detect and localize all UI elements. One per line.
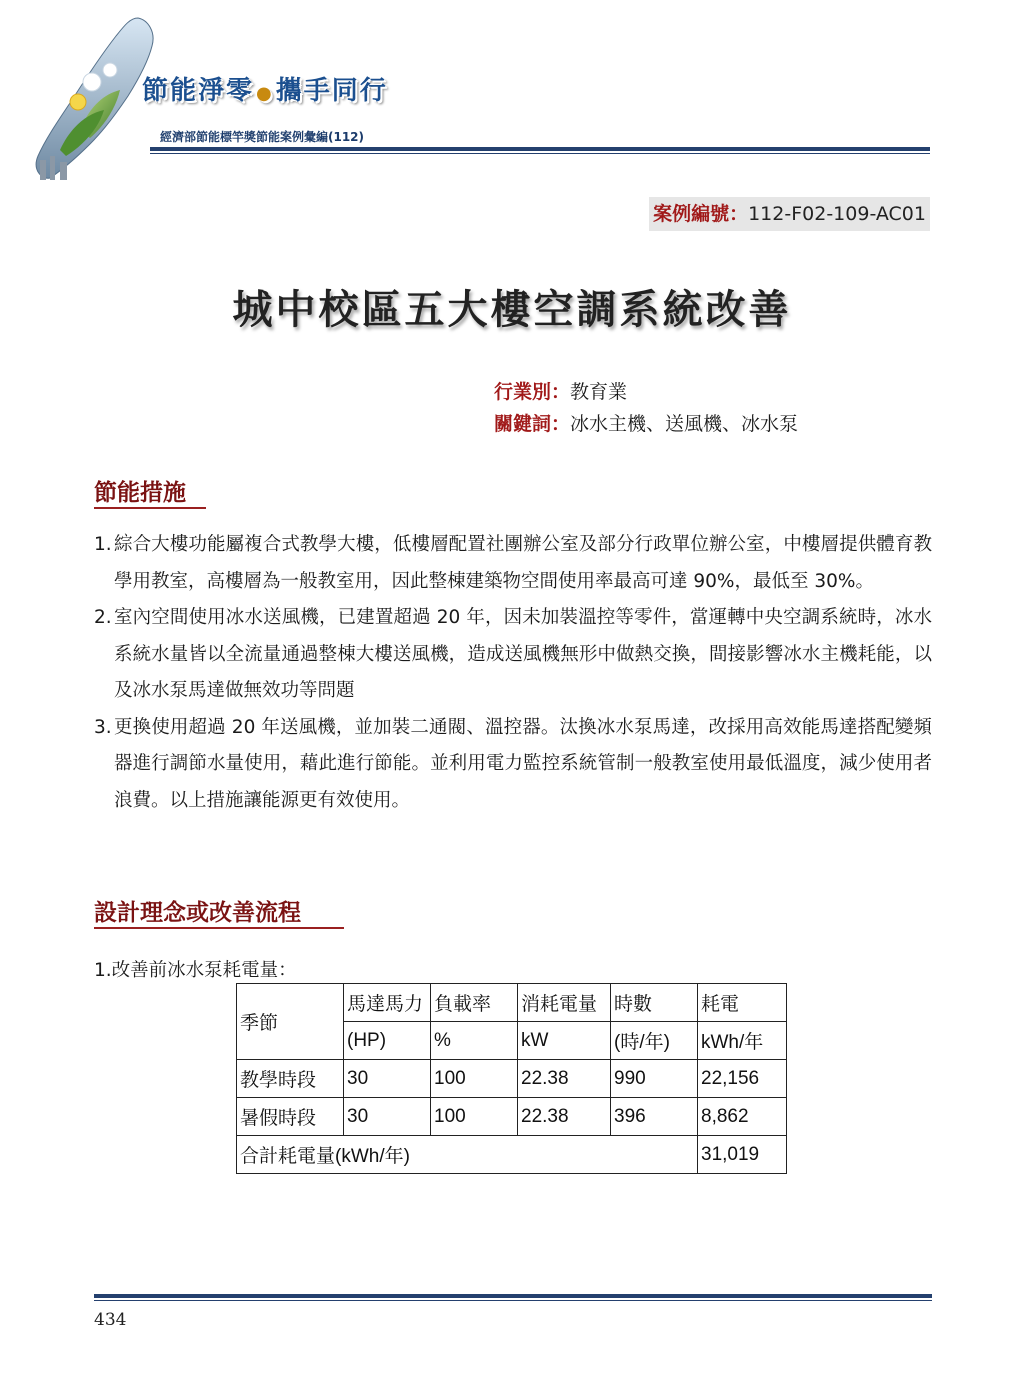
table-row (237, 1098, 787, 1136)
keywords-line (494, 409, 798, 436)
page-number: 434 (94, 1310, 127, 1330)
table-cell: 990 (611, 1060, 698, 1098)
table-unit-cell: % (431, 1022, 518, 1060)
table-header-cell: 馬達馬力 (344, 984, 431, 1022)
table-header-cell: 時數 (611, 984, 698, 1022)
footer-rule-thin (94, 1300, 932, 1301)
table-unit-cell: (時/年) (611, 1022, 698, 1060)
table-cell-season: 教學時段 (237, 1060, 344, 1098)
measures-list (94, 527, 932, 819)
keywords-label: 關鍵詞： (494, 413, 571, 435)
table-cell: 30 (344, 1060, 431, 1098)
section-underline-design (94, 927, 344, 929)
table-header-cell: 負載率 (431, 984, 518, 1022)
footer-rule (94, 1294, 932, 1298)
slogan-left-text: 節能淨零 (142, 76, 255, 106)
table-cell: 22.38 (518, 1098, 611, 1136)
list-item (94, 710, 932, 820)
table-cell: 100 (431, 1098, 518, 1136)
table-cell-season: 暑假時段 (237, 1098, 344, 1136)
list-item-number: 2. (94, 607, 112, 628)
industry-line (494, 377, 627, 404)
document-title: 城中校區五大樓空調系統改善 (232, 287, 792, 333)
table-row (237, 1060, 787, 1098)
list-item-text: 室內空間使用冰水送風機，已建置超過 20 年，因未加裝溫控等零件，當運轉中央空調系統時，冰水系統水量皆以全流量通過整棟大樓送風機，造成送風機無形中做熱交換，間接影響冰水主機耗能，以及冰水泵馬達做無效功等問題 (114, 607, 932, 701)
list-item-number: 1. (94, 534, 112, 555)
table-cell: 22.38 (518, 1060, 611, 1098)
book-title: 經濟部節能標竿獎節能案例彙編(112) (160, 130, 365, 144)
table-cell: 100 (431, 1060, 518, 1098)
table-total-value: 31,019 (698, 1136, 787, 1174)
table-cell: 8,862 (698, 1098, 787, 1136)
table-cell: 22,156 (698, 1060, 787, 1098)
header-rule (150, 147, 930, 151)
table-unit-cell: kWh/年 (698, 1022, 787, 1060)
table-header-row (237, 984, 787, 1022)
power-consumption-table (236, 983, 787, 1174)
slogan-dot-icon: ● (256, 83, 274, 104)
list-item-number: 3. (94, 716, 112, 738)
section-heading-design: 設計理念或改善流程 (94, 900, 301, 926)
table-unit-cell: (HP) (344, 1022, 431, 1060)
list-item-text: 綜合大樓功能屬複合式教學大樓，低樓層配置社團辦公室及部分行政單位辦公室，中樓層提供體育教學用教室，高樓層為一般教室用，因此整棟建築物空間使用率最高可達 90%，最低至 30%。 (114, 534, 932, 592)
list-item-text: 更換使用超過 20 年送風機，並加裝二通閥、溫控器。汰換冰水泵馬達，改採用高效能馬達搭配變頻器進行調節水量使用，藉此進行節能。並利用電力監控系統管制一般教室使用最低溫度，減少使用者浪費。以上措施讓能源更有效使用。 (114, 716, 932, 811)
table-unit-cell: kW (518, 1022, 611, 1060)
sub-section-label: 1.改善前冰水泵耗電量： (94, 960, 297, 981)
case-number-label: 案例編號： (653, 203, 749, 225)
table-cell: 396 (611, 1098, 698, 1136)
table-total-row (237, 1136, 787, 1174)
industry-value: 教育業 (570, 381, 628, 403)
table-header-season: 季節 (237, 984, 344, 1060)
list-item (94, 527, 932, 600)
list-item (94, 600, 932, 710)
table-total-label: 合計耗電量(kWh/年) (237, 1136, 698, 1174)
case-number-box (649, 197, 930, 231)
page-header (0, 0, 1024, 190)
table-header-cell: 消耗電量 (518, 984, 611, 1022)
slogan-banner (142, 70, 388, 107)
header-rule-thin (150, 153, 930, 154)
slogan-right-text: 攜手同行 (275, 76, 388, 106)
industry-label: 行業別： (494, 381, 571, 403)
table-header-cell: 耗電 (698, 984, 787, 1022)
case-number-value: 112-F02-109-AC01 (748, 203, 926, 225)
table-cell: 30 (344, 1098, 431, 1136)
section-underline-measures (94, 507, 206, 509)
section-heading-measures: 節能措施 (94, 480, 186, 506)
keywords-value: 冰水主機、送風機、冰水泵 (570, 413, 799, 435)
